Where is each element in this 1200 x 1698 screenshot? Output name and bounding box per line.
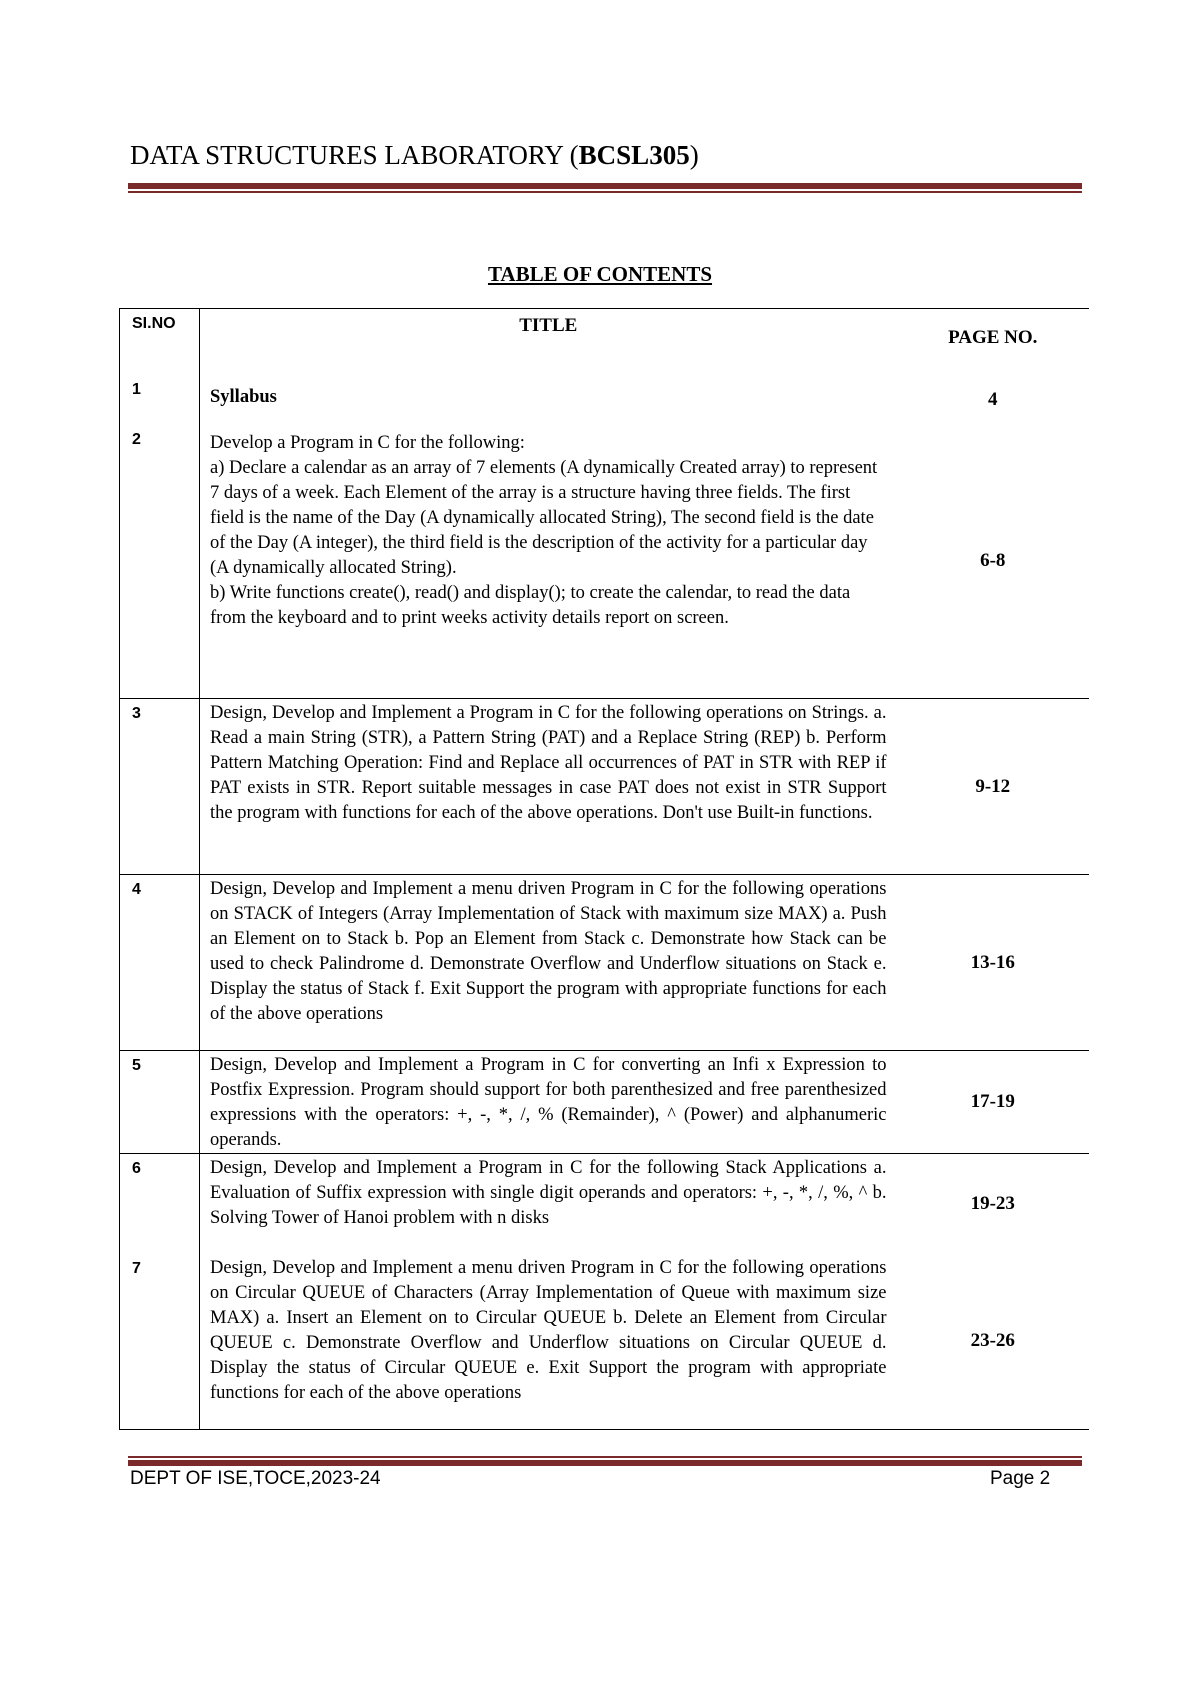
row-slno: 3 (120, 699, 200, 875)
row-page: 9-12 (897, 699, 1090, 875)
row-title-line: a) Declare a calendar as an array of 7 elements (A dynamically Created array) to represent 7 days of a week. Each Element of the array is a structure having three fields. The first field is the name of the Day (A dynamically allocated String), The second field is the date of the Day (A integer), the third field is the description of the activity for a particular day (A dynamically allocated String). (210, 457, 878, 578)
row-slno: 5 (120, 1051, 200, 1154)
row-title: Design, Develop and Implement a Program in C for the following operations on Strings. a. Read a main String (STR), a Pattern String (PAT) and a Replace String (REP) b. Perform Pattern Matching Operation: Find and Replace all occurrences of PAT in STR with REP if PAT exists in STR. Report suitable messages in case PAT does not exist in STR Support the program with functions for each of the above operations. Don't use Built-in functions. (200, 699, 897, 875)
table-row (120, 1254, 1090, 1430)
column-header-page: PAGE NO. (897, 309, 1090, 375)
row-title-line: b) Write functions create(), read() and display(); to create the calendar, to read the data from the keyboard and to print weeks activity details report on screen. (210, 582, 851, 628)
row-title: Design, Develop and Implement a Program in C for converting an Infi x Expression to Postfix Expression. Program should support for both parenthesized and free parenthesized expressions with the operators: +, -, *, /, % (Remainder), ^ (Power) and alphanumeric operands. (200, 1051, 897, 1154)
row-page: 13-16 (897, 875, 1090, 1051)
row-title: Design, Develop and Implement a menu driven Program in C for the following operations on STACK of Integers (Array Implementation of Stack with maximum size MAX) a. Push an Element on to Stack b. Pop an Element from Stack c. Demonstrate how Stack can be used to check Palindrome d. Demonstrate Overflow and Underflow situations on Stack e. Display the status of Stack f. Exit Support the program with appropriate functions for each of the above operations (200, 875, 897, 1051)
row-page: 19-23 (897, 1154, 1090, 1254)
header-rule-thick (128, 183, 1082, 189)
table-row (120, 699, 1090, 875)
row-title (200, 425, 897, 699)
row-title: Design, Develop and Implement a Program in C for the following Stack Applications a. Evaluation of Suffix expression with single digit operands and operators: +, -, *, /, %, ^ b. Solving Tower of Hanoi problem with n disks (200, 1154, 897, 1254)
column-header-title: TITLE (519, 315, 578, 336)
header-title-text: DATA STRUCTURES LABORATORY ( (130, 140, 579, 170)
footer-rule-thick (128, 1460, 1082, 1466)
row-page: 17-19 (897, 1051, 1090, 1154)
row-title: Design, Develop and Implement a menu driven Program in C for the following operations on Circular QUEUE of Characters (Array Implementation of Queue with maximum size MAX) a. Insert an Element on to Circular QUEUE b. Delete an Element from Circular QUEUE c. Demonstrate Overflow and Underflow situations on Circular QUEUE d. Display the status of Circular QUEUE e. Exit Support the program with appropriate functions for each of the above operations (210, 1257, 887, 1403)
table-row (120, 375, 1090, 425)
toc-table (119, 308, 1090, 1430)
toc-heading: TABLE OF CONTENTS (487, 262, 713, 286)
column-header-slno: SI.NO (120, 309, 200, 375)
row-page: 23-26 (897, 1254, 1090, 1430)
row-slno: 1 (120, 375, 200, 425)
row-slno: 6 (120, 1154, 200, 1254)
row-title: Syllabus (210, 386, 277, 407)
row-title-line: Develop a Program in C for the following: (210, 432, 525, 453)
footer-rule-thin (128, 1456, 1082, 1458)
page-header-title (130, 140, 699, 171)
table-row (120, 1154, 1090, 1254)
row-slno: 2 (120, 425, 200, 699)
footer-page-number: Page 2 (990, 1468, 1051, 1489)
row-page: 6-8 (897, 425, 1090, 699)
table-row (120, 875, 1090, 1051)
header-title-close: ) (689, 140, 699, 170)
row-slno: 7 (120, 1254, 200, 1430)
header-rule-thin (128, 191, 1082, 193)
footer-department: DEPT OF ISE,TOCE,2023-24 (130, 1468, 381, 1489)
table-row (120, 425, 1090, 699)
row-page: 4 (897, 375, 1090, 425)
toc-header-row (120, 309, 1090, 375)
table-row (120, 1051, 1090, 1154)
row-slno: 4 (120, 875, 200, 1051)
header-course-code: BCSL305 (578, 140, 690, 170)
